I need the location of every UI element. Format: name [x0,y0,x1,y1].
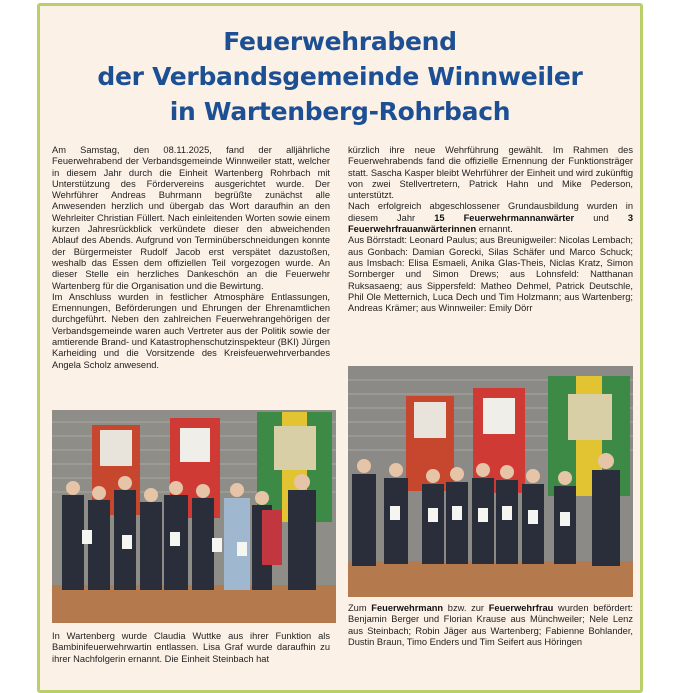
group-photo-right-image [348,366,633,597]
candidates-text-before: Nach erfolgreich abgeschlossener Grundausbildung wurden in diesem Jahr [348,201,633,223]
paragraph-promotions [348,603,633,648]
headline-line-3: in Wartenberg-Rohrbach [169,97,511,126]
group-photo-left-image [52,410,336,623]
headline-line-2: der Verbandsgemeinde Winnweiler [97,62,583,91]
paragraph-ceremony: Im Anschluss wurden in festlicher Atmosphäre Entlassungen, Ernennungen, Beförderungen und Ehrungen der Ehrenamtlichen durchgeführt. Neben den zahlreichen Feuerwehrangehörigen der Verbandsgemeinde waren auch Vertreter aus der Politik sowie der amtierende Brand- und Katastrophenschutzinspekteur (BKI) Jürgen Karheiding und die Vorsitzende des Kreisfeuerwehrverbandes Angela Scholz anwesend. [52,291,330,370]
paragraph-steinbach: kürzlich ihre neue Wehrführung gewählt. Im Rahmen des Feuerwehrabends fand die offizielle Ernennung der Funktionsträger statt. Sascha Kasper bleibt Wehrführer der Einheit und wird zukünftig von zwei Stellvertretern, Patrick Hahn und Mike Pederson, unterstützt. [348,145,633,201]
paragraph-candidates [348,201,633,235]
promotions-text-after: wurden befördert: Benjamin Berger und Florian Krause aus Münchweiler; Nele Lenz aus Steinbach; Robin Jäger aus Wartenberg; Fabienne Bohlander, Dustin Braun, Timo Enders und Tim Seifert aus Höringen [348,603,633,647]
paragraph-candidate-names: Aus Börrstadt: Leonard Paulus; aus Breunigweiler: Nicolas Lembach; aus Gonbach: Damian Gorecki, Silas Schäfer und Marco Schuck; aus Imsbach: Elisa Esmaeli, Anika Glas-Theis, Niclas Kratz, Simon Sornberger und Simon Drews; aus Lohnsfeld: Natthanan Ruksasaeng; aus Sippersfeld: Matheo Dehmel, Patrick Deutschle, Phil Ole Metternich, Luca Dech und Tim Holzmann; aus Wartenberg; Andreas Krämer; aus Winnweiler: Emily Dörr [348,235,633,314]
promotions-text-before: Zum [348,603,372,613]
candidates-text-mid: und [574,212,628,223]
promotions-rank-women: Feuerwehrfrau [488,603,554,613]
candidates-men-count: 15 Feuerwehrmannanwärter [434,212,575,223]
group-photo-right [348,366,633,597]
article-column-right-top [348,145,633,314]
photo-caption-right [348,603,633,648]
headline [40,24,640,129]
paragraph-intro: Am Samstag, den 08.11.2025, fand der alljährliche Feuerwehrabend der Verbandsgemeinde Winnweiler statt, welcher in diesem Jahr durch die Einheit Wartenberg Rohrbach mit Unterstützung des Fördervereins ausgerichtet wurde. Der Wehrführer Andreas Buhrmann begrüßte zunächst alle Anwesenden herzlich und übergab das Wort daraufhin an den Wehrleiter Christian Füllert. Nach einleitenden Worten sowie einem kurzen Jahresrückblick verkündete dieser den abweichenden Ablauf des Abends. Aufgrund von Terminüberschneidungen konnte der Bürgermeister Rudolf Jacob erst verspätet dazustoßen, weshalb das Essen dem offiziellen Teil vorgezogen wurde. An dieser Stelle ein herzliches Dankeschön an die Feuerwehr Wartenberg für die Organisation und die Bewirtung. [52,145,330,291]
article-column-left-bottom [52,631,330,665]
headline-line-1: Feuerwehrabend [223,27,457,56]
paragraph-wartenberg: In Wartenberg wurde Claudia Wuttke aus ihrer Funktion als Bambinifeuerwehrwartin entlassen. Lisa Graf wurde daraufhin zu ihrer Nachfolgerin ernannt. Die Einheit Steinbach hat [52,631,330,664]
promotions-text-mid: bzw. zur [443,603,489,613]
candidates-text-after: ernannt. [476,224,513,235]
promotions-rank-men: Feuerwehrmann [371,603,444,613]
group-photo-left [52,410,336,623]
candidates-women-count: 3 Feuerwehrfrauanwärterinnen [348,212,633,235]
article-column-left-top [52,145,330,371]
